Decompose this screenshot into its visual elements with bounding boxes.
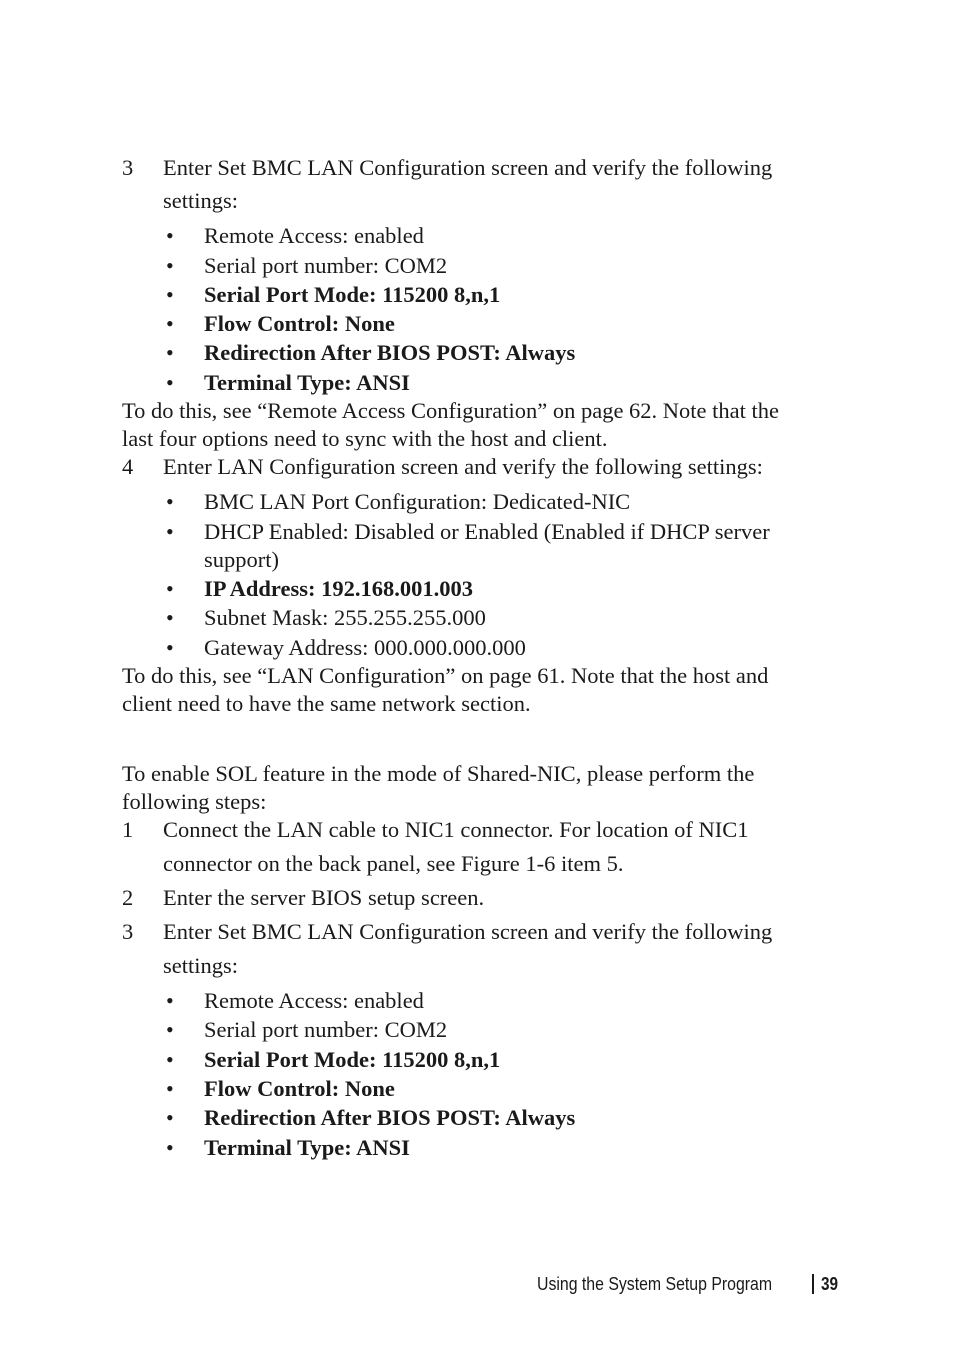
note-text-continued: client need to have the same network section. [122,691,531,716]
bullet-icon: • [166,370,174,395]
step-text: Enter LAN Configuration screen and verify the following settings: [163,454,763,479]
bullet-icon: • [166,1105,174,1130]
bullet-icon: • [166,988,174,1013]
list-item: Serial port number: COM2 [204,1017,448,1042]
list-item: DHCP Enabled: Disabled or Enabled (Enabled if DHCP server [204,519,770,544]
bullet-icon: • [166,340,174,365]
list-item: Flow Control: None [204,311,395,336]
step-number: 2 [122,885,134,910]
list-item: Remote Access: enabled [204,223,424,248]
step-number: 4 [122,454,134,479]
note-text-continued: last four options need to sync with the host and client. [122,426,608,451]
step-text: Enter Set BMC LAN Configuration screen and verify the following [163,155,773,180]
step-text-continued: settings: [163,953,239,978]
bullet-icon: • [166,519,174,544]
list-item: IP Address: 192.168.001.003 [204,576,473,601]
list-item: Redirection After BIOS POST: Always [204,340,576,365]
bullet-icon: • [166,605,174,630]
bullet-icon: • [166,311,174,336]
list-item: Subnet Mask: 255.255.255.000 [204,605,486,630]
step-text: Enter the server BIOS setup screen. [163,885,485,910]
bullet-icon: • [166,1047,174,1072]
list-item-continued: support) [204,547,279,572]
list-item: Redirection After BIOS POST: Always [204,1105,576,1130]
step-text: Enter Set BMC LAN Configuration screen and verify the following [163,919,773,944]
bullet-icon: • [166,635,174,660]
list-item: Terminal Type: ANSI [204,370,410,395]
list-item: Flow Control: None [204,1076,395,1101]
bullet-icon: • [166,576,174,601]
bullet-icon: • [166,1017,174,1042]
footer-chapter-title: Using the System Setup Program [537,1274,773,1294]
list-item: Serial port number: COM2 [204,253,448,278]
note-text: To do this, see “Remote Access Configuration” on page 62. Note that the [122,398,780,423]
step-text-continued: connector on the back panel, see Figure 1-6 item 5. [163,851,624,876]
step-number: 1 [122,817,134,842]
bullet-icon: • [166,253,174,278]
list-item: Serial Port Mode: 115200 8,n,1 [204,282,501,307]
bullet-icon: • [166,1076,174,1101]
bullet-icon: • [166,1135,174,1160]
list-item: Terminal Type: ANSI [204,1135,410,1160]
step-text: Connect the LAN cable to NIC1 connector. For location of NIC1 [163,817,749,842]
list-item: Remote Access: enabled [204,988,424,1013]
intro-text-continued: following steps: [122,789,267,814]
note-text: To do this, see “LAN Configuration” on page 61. Note that the host and [122,663,769,688]
footer-divider [812,1274,814,1294]
step-text-continued: settings: [163,188,239,213]
step-number: 3 [122,919,134,944]
list-item: Serial Port Mode: 115200 8,n,1 [204,1047,501,1072]
bullet-icon: • [166,489,174,514]
intro-text: To enable SOL feature in the mode of Shared-NIC, please perform the [122,761,755,786]
step-number: 3 [122,155,134,180]
list-item: BMC LAN Port Configuration: Dedicated-NIC [204,489,631,514]
list-item: Gateway Address: 000.000.000.000 [204,635,526,660]
page-number: 39 [821,1274,839,1294]
bullet-icon: • [166,282,174,307]
bullet-icon: • [166,223,174,248]
